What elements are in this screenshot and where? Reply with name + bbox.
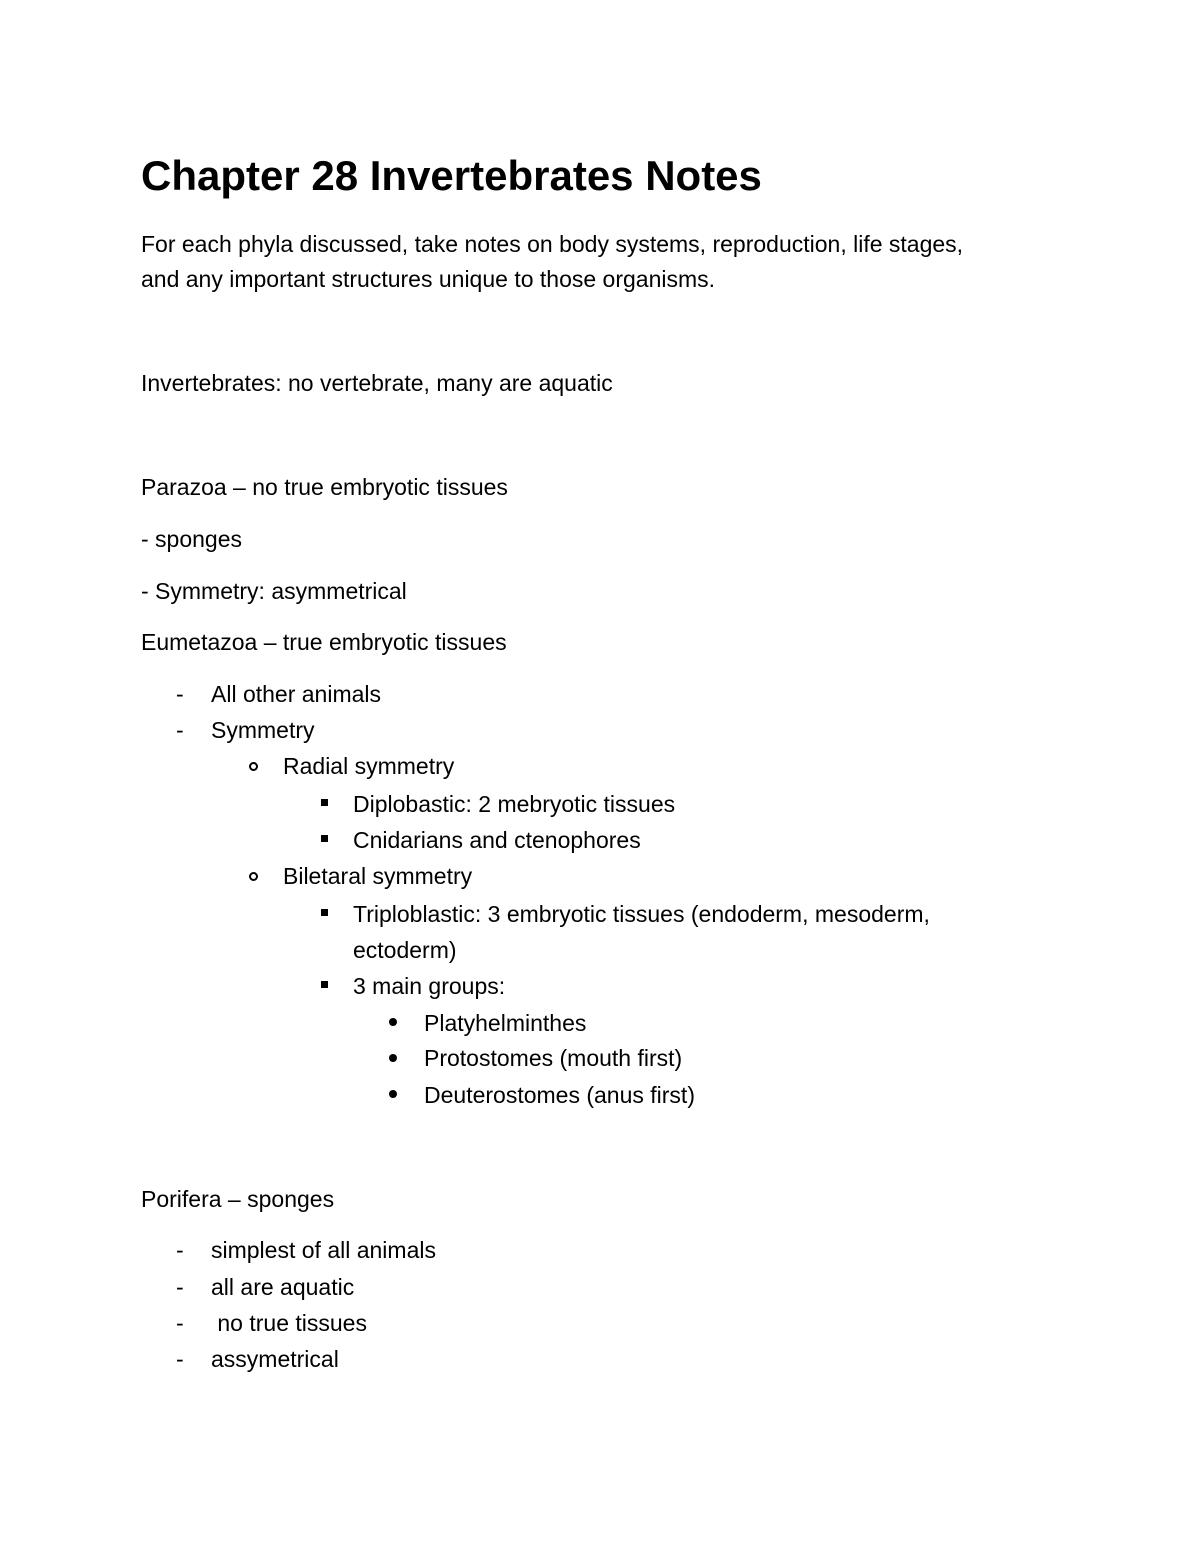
bilateral-main-groups: 3 main groups:	[353, 973, 506, 999]
porifera-item-assymetrical: assymetrical	[211, 1346, 339, 1372]
eumetazoa-item-symmetry: Symmetry	[211, 717, 315, 743]
bilateral-triploblastic: Triploblastic: 3 embryotic tissues (endoderm, mesoderm,	[353, 901, 930, 927]
group-platyhelminthes: Platyhelminthes	[424, 1010, 587, 1036]
square-bullet-icon	[321, 981, 328, 988]
square-bullet-icon	[321, 909, 328, 916]
page-title: Chapter 28 Invertebrates Notes	[141, 152, 762, 199]
parazoa-heading: Parazoa – no true embryotic tissues	[141, 474, 508, 500]
dash-bullet: -	[176, 1237, 184, 1263]
bilateral-symmetry: Biletaral symmetry	[283, 863, 473, 889]
group-deuterostomes: Deuterostomes (anus first)	[424, 1082, 695, 1108]
dash-bullet: -	[176, 1274, 184, 1300]
round-bullet-icon	[389, 1018, 397, 1026]
instructions-line-1: For each phyla discussed, take notes on body systems, reproduction, life stages,	[141, 231, 964, 257]
porifera-item-no-tissues: no true tissues	[211, 1310, 367, 1336]
porifera-heading: Porifera – sponges	[141, 1186, 335, 1212]
porifera-item-aquatic: all are aquatic	[211, 1274, 355, 1300]
hollow-circle-bullet-icon	[249, 762, 258, 771]
radial-symmetry: Radial symmetry	[283, 753, 455, 779]
square-bullet-icon	[321, 799, 328, 806]
bilateral-triploblastic-cont: ectoderm)	[353, 937, 457, 963]
parazoa-item-symmetry: - Symmetry: asymmetrical	[141, 578, 407, 604]
group-protostomes: Protostomes (mouth first)	[424, 1045, 683, 1071]
dash-bullet: -	[176, 1310, 184, 1336]
dash-bullet: -	[176, 717, 184, 743]
round-bullet-icon	[389, 1090, 397, 1098]
square-bullet-icon	[321, 835, 328, 842]
dash-bullet: -	[176, 681, 184, 707]
round-bullet-icon	[389, 1054, 397, 1062]
porifera-item-simplest: simplest of all animals	[211, 1237, 436, 1263]
dash-bullet: -	[176, 1346, 184, 1372]
eumetazoa-heading: Eumetazoa – true embryotic tissues	[141, 629, 507, 655]
invertebrates-definition: Invertebrates: no vertebrate, many are aquatic	[141, 370, 613, 396]
hollow-circle-bullet-icon	[249, 872, 258, 881]
radial-cnidarians: Cnidarians and ctenophores	[353, 827, 641, 853]
radial-diplobastic: Diplobastic: 2 mebryotic tissues	[353, 791, 676, 817]
instructions-line-2: and any important structures unique to those organisms.	[141, 266, 716, 292]
eumetazoa-item-all-other-animals: All other animals	[211, 681, 382, 707]
parazoa-item-sponges: - sponges	[141, 526, 243, 552]
